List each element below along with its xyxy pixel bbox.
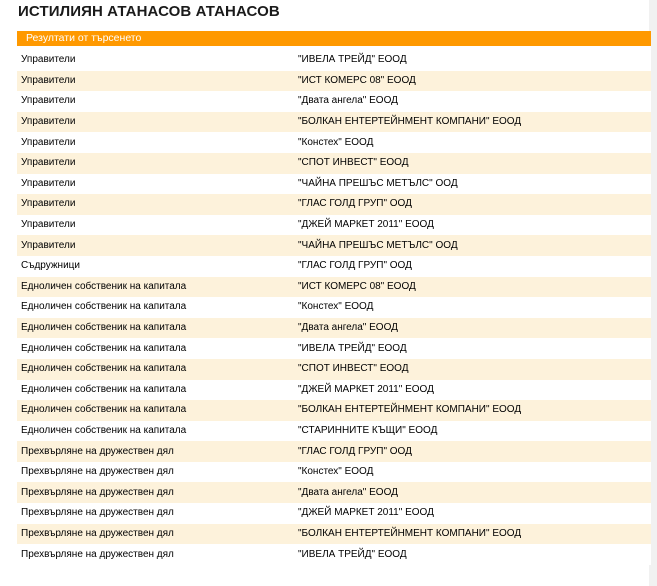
role-cell: Едноличен собственик на капитала bbox=[17, 297, 294, 318]
role-cell: Управители bbox=[17, 153, 294, 174]
role-cell: Едноличен собственик на капитала bbox=[17, 359, 294, 380]
table-row bbox=[17, 71, 651, 92]
company-link[interactable]: "Констех" ЕООД bbox=[294, 462, 651, 483]
role-cell: Прехвърляне на дружествен дял bbox=[17, 524, 294, 545]
company-link[interactable]: "ГЛАС ГОЛД ГРУП" ООД bbox=[294, 441, 651, 462]
company-link[interactable]: "СПОТ ИНВЕСТ" ЕООД bbox=[294, 153, 651, 174]
table-row bbox=[17, 421, 651, 442]
company-link[interactable]: "ДЖЕЙ МАРКЕТ 2011" ЕООД bbox=[294, 380, 651, 401]
role-cell: Управители bbox=[17, 50, 294, 71]
company-link[interactable]: "СТАРИННИТЕ КЪЩИ" ЕООД bbox=[294, 421, 651, 442]
results-header-row bbox=[17, 31, 651, 46]
company-link[interactable]: "Двата ангела" ЕООД bbox=[294, 91, 651, 112]
role-cell: Прехвърляне на дружествен дял bbox=[17, 462, 294, 483]
role-cell: Едноличен собственик на капитала bbox=[17, 338, 294, 359]
role-cell: Прехвърляне на дружествен дял bbox=[17, 441, 294, 462]
role-cell: Управители bbox=[17, 215, 294, 236]
role-cell: Управители bbox=[17, 174, 294, 195]
results-body bbox=[17, 50, 651, 565]
table-row bbox=[17, 462, 651, 483]
company-link[interactable]: "Констех" ЕООД bbox=[294, 132, 651, 153]
table-row bbox=[17, 112, 651, 133]
results-table bbox=[17, 31, 651, 565]
company-link[interactable]: "ИВЕЛА ТРЕЙД" ЕООД bbox=[294, 338, 651, 359]
company-link[interactable]: "ИВЕЛА ТРЕЙД" ЕООД bbox=[294, 544, 651, 565]
role-cell: Едноличен собственик на капитала bbox=[17, 421, 294, 442]
table-row bbox=[17, 194, 651, 215]
company-link[interactable]: "БОЛКАН ЕНТЕРТЕЙНМЕНТ КОМПАНИ" ЕООД bbox=[294, 112, 651, 133]
role-cell: Управители bbox=[17, 71, 294, 92]
role-cell: Управители bbox=[17, 132, 294, 153]
table-row bbox=[17, 132, 651, 153]
role-cell: Съдружници bbox=[17, 256, 294, 277]
company-link[interactable]: "ГЛАС ГОЛД ГРУП" ООД bbox=[294, 256, 651, 277]
company-link[interactable]: "Констех" ЕООД bbox=[294, 297, 651, 318]
role-cell: Едноличен собственик на капитала bbox=[17, 277, 294, 298]
role-cell: Прехвърляне на дружествен дял bbox=[17, 482, 294, 503]
role-cell: Управители bbox=[17, 91, 294, 112]
table-row bbox=[17, 91, 651, 112]
table-row bbox=[17, 359, 651, 380]
table-row bbox=[17, 174, 651, 195]
company-link[interactable]: "БОЛКАН ЕНТЕРТЕЙНМЕНТ КОМПАНИ" ЕООД bbox=[294, 524, 651, 545]
table-row bbox=[17, 235, 651, 256]
role-cell: Прехвърляне на дружествен дял bbox=[17, 503, 294, 524]
company-link[interactable]: "ИВЕЛА ТРЕЙД" ЕООД bbox=[294, 50, 651, 71]
role-cell: Едноличен собственик на капитала bbox=[17, 318, 294, 339]
role-cell: Управители bbox=[17, 112, 294, 133]
table-row bbox=[17, 380, 651, 401]
table-row bbox=[17, 318, 651, 339]
table-row bbox=[17, 50, 651, 71]
company-link[interactable]: "ГЛАС ГОЛД ГРУП" ООД bbox=[294, 194, 651, 215]
role-cell: Едноличен собственик на капитала bbox=[17, 380, 294, 401]
company-link[interactable]: "Двата ангела" ЕООД bbox=[294, 482, 651, 503]
company-link[interactable]: "ИСТ КОМЕРС 08" ЕООД bbox=[294, 277, 651, 298]
table-row bbox=[17, 400, 651, 421]
company-link[interactable]: "ДЖЕЙ МАРКЕТ 2011" ЕООД bbox=[294, 503, 651, 524]
role-cell: Управители bbox=[17, 194, 294, 215]
results-header: Резултати от търсенето bbox=[17, 31, 651, 46]
role-cell: Управители bbox=[17, 235, 294, 256]
role-cell: Прехвърляне на дружествен дял bbox=[17, 544, 294, 565]
table-row bbox=[17, 153, 651, 174]
company-link[interactable]: "ДЖЕЙ МАРКЕТ 2011" ЕООД bbox=[294, 215, 651, 236]
company-link[interactable]: "Двата ангела" ЕООД bbox=[294, 318, 651, 339]
table-row bbox=[17, 277, 651, 298]
table-row bbox=[17, 256, 651, 277]
table-row bbox=[17, 524, 651, 545]
table-row bbox=[17, 544, 651, 565]
table-row bbox=[17, 503, 651, 524]
company-link[interactable]: "СПОТ ИНВЕСТ" ЕООД bbox=[294, 359, 651, 380]
table-row bbox=[17, 297, 651, 318]
table-row bbox=[17, 215, 651, 236]
company-link[interactable]: "БОЛКАН ЕНТЕРТЕЙНМЕНТ КОМПАНИ" ЕООД bbox=[294, 400, 651, 421]
table-row bbox=[17, 338, 651, 359]
company-link[interactable]: "ИСТ КОМЕРС 08" ЕООД bbox=[294, 71, 651, 92]
role-cell: Едноличен собственик на капитала bbox=[17, 400, 294, 421]
page-title: ИСТИЛИЯН АТАНАСОВ АТАНАСОВ bbox=[18, 3, 280, 20]
table-row bbox=[17, 482, 651, 503]
company-link[interactable]: "ЧАЙНА ПРЕШЪС МЕТЪЛС" ООД bbox=[294, 235, 651, 256]
table-row bbox=[17, 441, 651, 462]
company-link[interactable]: "ЧАЙНА ПРЕШЪС МЕТЪЛС" ООД bbox=[294, 174, 651, 195]
